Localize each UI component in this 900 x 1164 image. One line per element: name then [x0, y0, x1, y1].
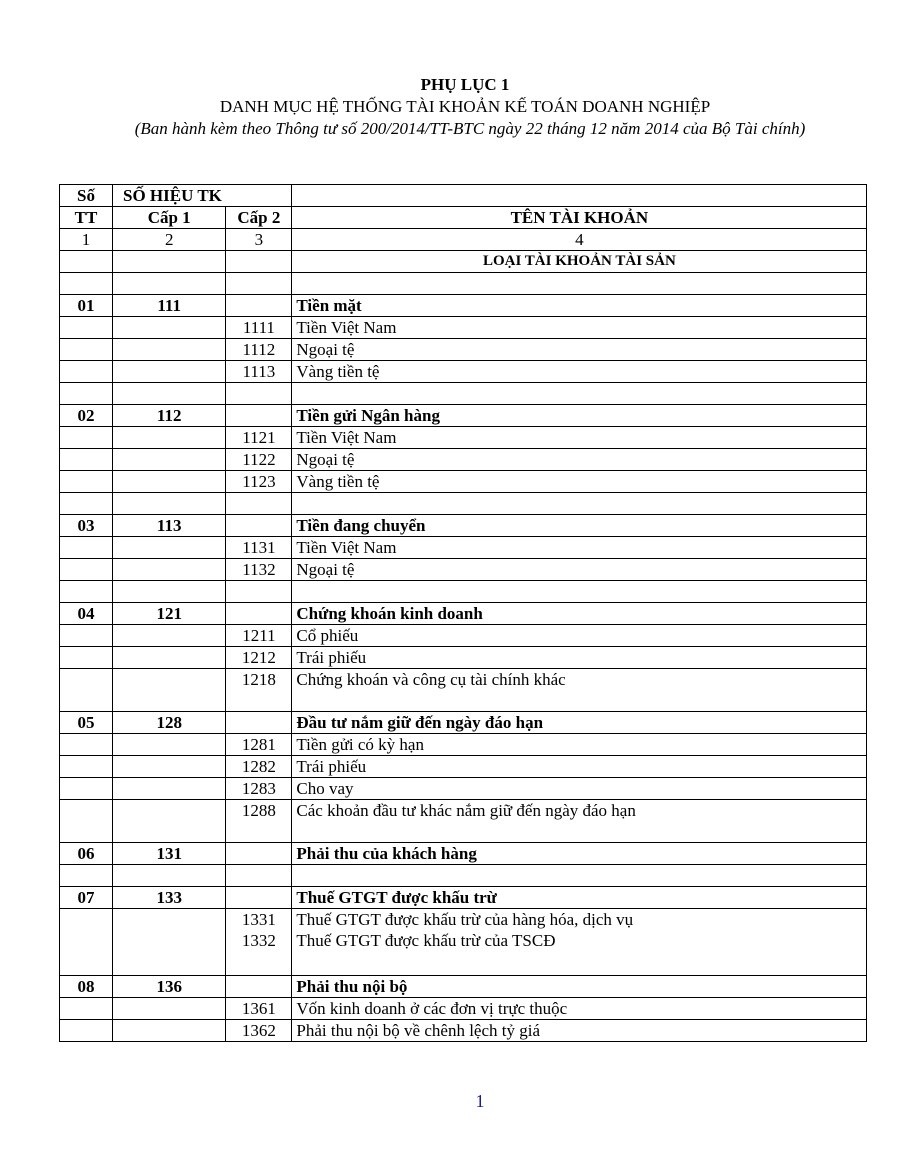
row-cap2: 1331	[241, 910, 276, 929]
table-header-row	[60, 185, 867, 207]
row-cap2: 1362	[226, 1020, 292, 1042]
account-row-level1	[60, 843, 867, 865]
row-tt: 08	[60, 976, 113, 998]
row-account-name-group	[292, 909, 867, 976]
document-subtitle: (Ban hành kèm theo Thông tư số 200/2014/TT-BTC ngày 22 tháng 12 năm 2014 của Bộ Tài chính)	[134, 119, 806, 138]
account-row-level1	[60, 603, 867, 625]
row-account-name: Phải thu nội bộ	[292, 976, 867, 998]
row-cap2: 1132	[226, 559, 292, 581]
row-cap2: 1283	[226, 778, 292, 800]
row-account-name: Phải thu nội bộ về chênh lệch tỷ giá	[292, 1020, 867, 1042]
blank-row	[60, 581, 867, 603]
row-cap2: 1361	[226, 998, 292, 1020]
row-account-name: Đầu tư nắm giữ đến ngày đáo hạn	[292, 712, 867, 734]
row-cap1: 113	[113, 515, 226, 537]
account-row-level2	[60, 537, 867, 559]
blank-row	[60, 383, 867, 405]
column-number-row	[60, 229, 867, 251]
col-number: 1	[60, 229, 113, 251]
row-cap2: 1332	[241, 931, 276, 950]
appendix-title: PHỤ LỤC 1	[420, 75, 510, 94]
row-cap2: 1218	[226, 669, 292, 712]
account-row-level2	[60, 800, 867, 843]
row-cap2: 1113	[226, 361, 292, 383]
row-account-name: Trái phiếu	[292, 647, 867, 669]
section-row	[60, 251, 867, 273]
row-account-name: Vàng tiền tệ	[292, 361, 867, 383]
row-account-name: Cổ phiếu	[292, 625, 867, 647]
row-account-name: Tiền gửi Ngân hàng	[292, 405, 867, 427]
table-header-row	[60, 207, 867, 229]
row-account-name: Ngoại tệ	[292, 339, 867, 361]
account-row-level2	[60, 1020, 867, 1042]
page-number: 1	[475, 1091, 485, 1111]
account-row-level2	[60, 998, 867, 1020]
account-row-level2	[60, 734, 867, 756]
row-tt: 07	[60, 887, 113, 909]
row-cap2: 1112	[226, 339, 292, 361]
account-row-level2	[60, 317, 867, 339]
header-sohieu: SỐ HIỆU TK	[113, 185, 226, 207]
account-row-level1	[60, 712, 867, 734]
row-account-name: Thuế GTGT được khấu trừ	[292, 887, 867, 909]
document-title: DANH MỤC HỆ THỐNG TÀI KHOẢN KẾ TOÁN DOANH NGHIỆP	[219, 97, 711, 116]
blank-row	[60, 865, 867, 887]
row-account-name: Tiền Việt Nam	[292, 537, 867, 559]
account-row-level1	[60, 887, 867, 909]
account-row-level1	[60, 515, 867, 537]
row-account-name: Tiền mặt	[292, 295, 867, 317]
header-cap1: Cấp 1	[113, 207, 226, 229]
row-account-name: Tiền gửi có kỳ hạn	[292, 734, 867, 756]
row-cap2: 1121	[226, 427, 292, 449]
col-number: 4	[292, 229, 867, 251]
account-row-level2	[60, 778, 867, 800]
blank-row	[60, 273, 867, 295]
header-tt: TT	[60, 207, 113, 229]
row-account-name: Tiền đang chuyển	[292, 515, 867, 537]
header-ten-tai-khoan: TÊN TÀI KHOẢN	[292, 207, 867, 229]
row-account-name: Vàng tiền tệ	[292, 471, 867, 493]
row-account-name: Thuế GTGT được khấu trừ của TSCĐ	[296, 931, 556, 950]
row-account-name: Thuế GTGT được khấu trừ của hàng hóa, dịch vụ	[296, 910, 634, 929]
row-cap2: 1122	[226, 449, 292, 471]
row-account-name: Tiền Việt Nam	[292, 317, 867, 339]
row-account-name: Trái phiếu	[292, 756, 867, 778]
row-account-name: Tiền Việt Nam	[292, 427, 867, 449]
account-row-level2	[60, 669, 867, 712]
account-row-level2	[60, 647, 867, 669]
blank-row	[60, 493, 867, 515]
account-row-level1	[60, 976, 867, 998]
row-cap1: 121	[113, 603, 226, 625]
row-cap2: 1123	[226, 471, 292, 493]
row-cap2: 1282	[226, 756, 292, 778]
row-account-name: Ngoại tệ	[292, 559, 867, 581]
row-account-name: Ngoại tệ	[292, 449, 867, 471]
row-account-name: Vốn kinh doanh ở các đơn vị trực thuộc	[292, 998, 867, 1020]
row-tt: 04	[60, 603, 113, 625]
row-account-name: Chứng khoán kinh doanh	[292, 603, 867, 625]
row-tt: 02	[60, 405, 113, 427]
account-row-level2	[60, 449, 867, 471]
row-cap2-group	[226, 909, 292, 976]
account-row-level2	[60, 427, 867, 449]
row-cap1: 111	[113, 295, 226, 317]
row-account-name: Chứng khoán và công cụ tài chính khác	[292, 669, 867, 712]
row-cap1: 136	[113, 976, 226, 998]
row-account-name: Phải thu của khách hàng	[292, 843, 867, 865]
header-so: Số	[60, 185, 113, 207]
account-row-level2	[60, 361, 867, 383]
header-cap2: Cấp 2	[226, 207, 292, 229]
account-row-level1	[60, 295, 867, 317]
account-row-level1	[60, 405, 867, 427]
row-tt: 06	[60, 843, 113, 865]
row-tt: 03	[60, 515, 113, 537]
account-table	[59, 184, 867, 1042]
row-account-name: Các khoản đầu tư khác nắm giữ đến ngày đáo hạn	[292, 800, 867, 843]
col-number: 2	[113, 229, 226, 251]
section-title: LOẠI TÀI KHOẢN TÀI SẢN	[292, 251, 867, 273]
account-row-level2-group	[60, 909, 867, 976]
row-cap2: 1131	[226, 537, 292, 559]
row-cap1: 133	[113, 887, 226, 909]
account-row-level2	[60, 339, 867, 361]
row-cap1: 131	[113, 843, 226, 865]
row-account-name: Cho vay	[292, 778, 867, 800]
account-row-level2	[60, 471, 867, 493]
row-tt: 05	[60, 712, 113, 734]
row-cap2: 1281	[226, 734, 292, 756]
row-cap2: 1211	[226, 625, 292, 647]
row-cap1: 128	[113, 712, 226, 734]
row-cap2: 1288	[226, 800, 292, 843]
row-cap2: 1212	[226, 647, 292, 669]
account-row-level2	[60, 625, 867, 647]
account-row-level2	[60, 559, 867, 581]
col-number: 3	[226, 229, 292, 251]
document-header	[0, 74, 900, 139]
row-cap2: 1111	[226, 317, 292, 339]
account-row-level2	[60, 756, 867, 778]
row-tt: 01	[60, 295, 113, 317]
row-cap1: 112	[113, 405, 226, 427]
